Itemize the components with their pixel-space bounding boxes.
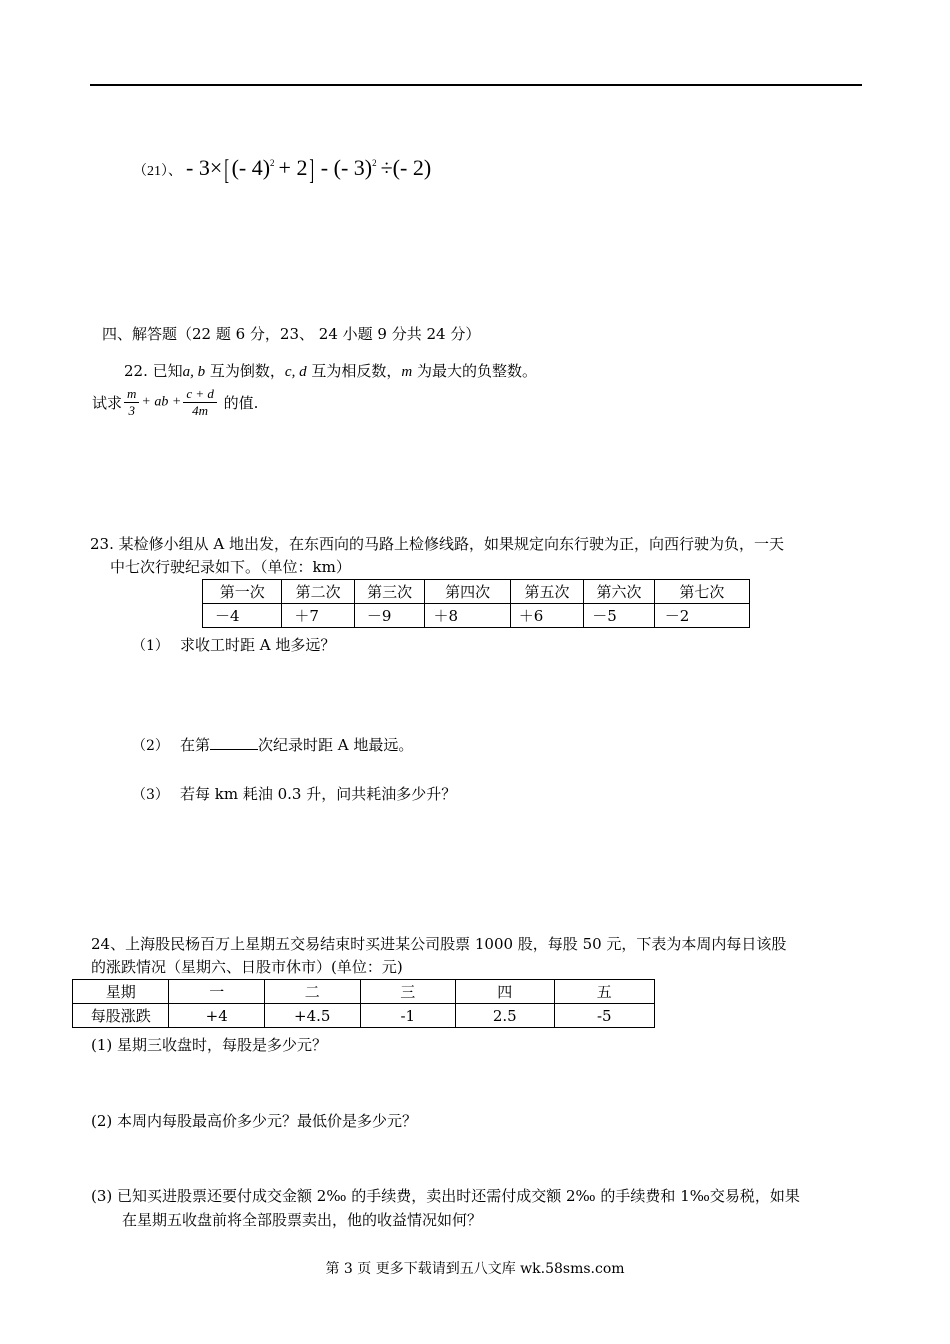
right-bracket: ] xyxy=(309,155,315,186)
table-header-cell: 四 xyxy=(456,980,555,1004)
q22-fraction-1-denominator: 3 xyxy=(128,403,135,418)
q24-sub-3-line-2: 在星期五收盘前将全部股票卖出，他的收益情况如何？ xyxy=(122,1211,483,1229)
q22-fraction-2 xyxy=(183,386,217,419)
q23-sub-3 xyxy=(132,783,456,804)
q22-text-2: 互为倒数， xyxy=(205,362,285,380)
q22-var-cd: c, d xyxy=(284,364,307,380)
q24-sub-2: (2) 本周内每股最高价多少元？最低价是多少元？ xyxy=(91,1112,418,1130)
table-cell: ＋7 xyxy=(282,604,355,628)
q22-text-1: 22. 已知 xyxy=(124,362,183,380)
q21-term-5: ÷(- 2) xyxy=(380,155,432,180)
q24-table xyxy=(72,979,655,1028)
q21-term-4: - (- 3) xyxy=(320,155,373,180)
header-rule xyxy=(90,84,862,86)
table-row xyxy=(203,580,750,604)
q21-label: （21）、 xyxy=(133,164,182,179)
q21-term-1: - 3× xyxy=(186,155,223,180)
q23-sub-1-text: 求收工时距 A 地多远？ xyxy=(180,636,336,654)
table-cell: -5 xyxy=(554,1004,654,1028)
q24-sub-3-line-1: (3) 已知买进股票还要付成交金额 2‰ 的手续费，卖出时还需付成交额 2‰ 的手续费和 1‰交易税，如果 xyxy=(91,1187,800,1205)
table-header-cell: 一 xyxy=(169,980,265,1004)
table-header-cell: 五 xyxy=(554,980,654,1004)
table-header-cell: 星期 xyxy=(73,980,169,1004)
question-21 xyxy=(133,155,431,187)
q23-sub-3-number: （3） xyxy=(132,787,169,803)
q24-line-2: 的涨跌情况（星期六、日股市休市）(单位：元) xyxy=(91,958,403,976)
q23-sub-3-text: 若每 km 耗油 0.3 升，问共耗油多少升？ xyxy=(180,785,457,803)
q21-exponent-2: 2 xyxy=(372,158,377,168)
question-22-line-2 xyxy=(92,386,258,419)
q23-table xyxy=(202,579,750,628)
table-cell: ＋8 xyxy=(425,604,510,628)
q21-exponent-1: 2 xyxy=(270,158,275,168)
question-22-line-1 xyxy=(124,360,537,381)
table-cell: +4.5 xyxy=(264,1004,360,1028)
q21-term-2: (- 4) xyxy=(231,155,271,180)
table-header-cell: 第一次 xyxy=(203,580,282,604)
table-cell: －2 xyxy=(654,604,749,628)
table-cell: 每股涨跌 xyxy=(73,1004,169,1028)
q22-fraction-2-numerator: c + d xyxy=(183,386,217,403)
q21-term-3: + 2 xyxy=(278,155,308,180)
table-cell: －4 xyxy=(203,604,282,628)
q22-middle-term: + ab + xyxy=(141,394,182,410)
q22-var-ab: a, b xyxy=(182,364,206,380)
q23-sub-2 xyxy=(132,734,413,755)
table-cell: +4 xyxy=(169,1004,265,1028)
q23-sub-2-post: 次纪录时距 A 地最远。 xyxy=(258,736,414,754)
table-header-cell: 第五次 xyxy=(510,580,583,604)
q23-sub-2-pre: 在第 xyxy=(180,736,211,754)
q23-sub-2-number: （2） xyxy=(132,738,169,754)
q22-fraction-2-denominator: 4m xyxy=(192,403,209,418)
page-footer: 第 3 页 更多下载请到五八文库 wk.58sms.com xyxy=(325,1261,625,1277)
q23-line-1: 23. 某检修小组从 A 地出发，在东西向的马路上检修线路，如果规定向东行驶为正，向西行驶为负，一天 xyxy=(90,535,784,553)
table-cell: 2.5 xyxy=(456,1004,555,1028)
q22-var-m: m xyxy=(401,364,413,380)
section-4-title: 四、解答题（22 题 6 分，23、 24 小题 9 分共 24 分） xyxy=(102,325,481,343)
table-header-cell: 第四次 xyxy=(425,580,510,604)
q24-sub-1: (1) 星期三收盘时，每股是多少元？ xyxy=(91,1036,328,1054)
table-header-cell: 第三次 xyxy=(354,580,425,604)
table-header-cell: 第七次 xyxy=(654,580,749,604)
q24-line-1: 24、上海股民杨百万上星期五交易结束时买进某公司股票 1000 股，每股 50 元，下表为本周内每日该股 xyxy=(91,935,787,953)
table-header-cell: 二 xyxy=(264,980,360,1004)
table-cell: -1 xyxy=(360,1004,455,1028)
q22-text-3: 互为相反数， xyxy=(306,362,402,380)
table-cell: ＋6 xyxy=(510,604,583,628)
q22-ask: 试求 xyxy=(92,394,123,412)
left-bracket: [ xyxy=(224,155,230,186)
q23-sub-1-number: （1） xyxy=(132,638,169,654)
table-cell: －9 xyxy=(354,604,425,628)
table-row xyxy=(73,1004,655,1028)
table-header-cell: 三 xyxy=(360,980,455,1004)
answer-blank[interactable] xyxy=(210,735,258,750)
q22-fraction-1 xyxy=(124,386,139,419)
table-header-cell: 第二次 xyxy=(282,580,355,604)
q22-fraction-1-numerator: m xyxy=(124,386,139,403)
table-cell: －5 xyxy=(584,604,654,628)
q22-text-4: 为最大的负整数。 xyxy=(412,362,537,380)
q23-sub-1 xyxy=(132,634,335,655)
table-header-cell: 第六次 xyxy=(584,580,654,604)
q23-line-2: 中七次行驶纪录如下。（单位：km） xyxy=(110,558,351,576)
q22-end: 的值. xyxy=(218,394,259,412)
table-row xyxy=(203,604,750,628)
table-row xyxy=(73,980,655,1004)
